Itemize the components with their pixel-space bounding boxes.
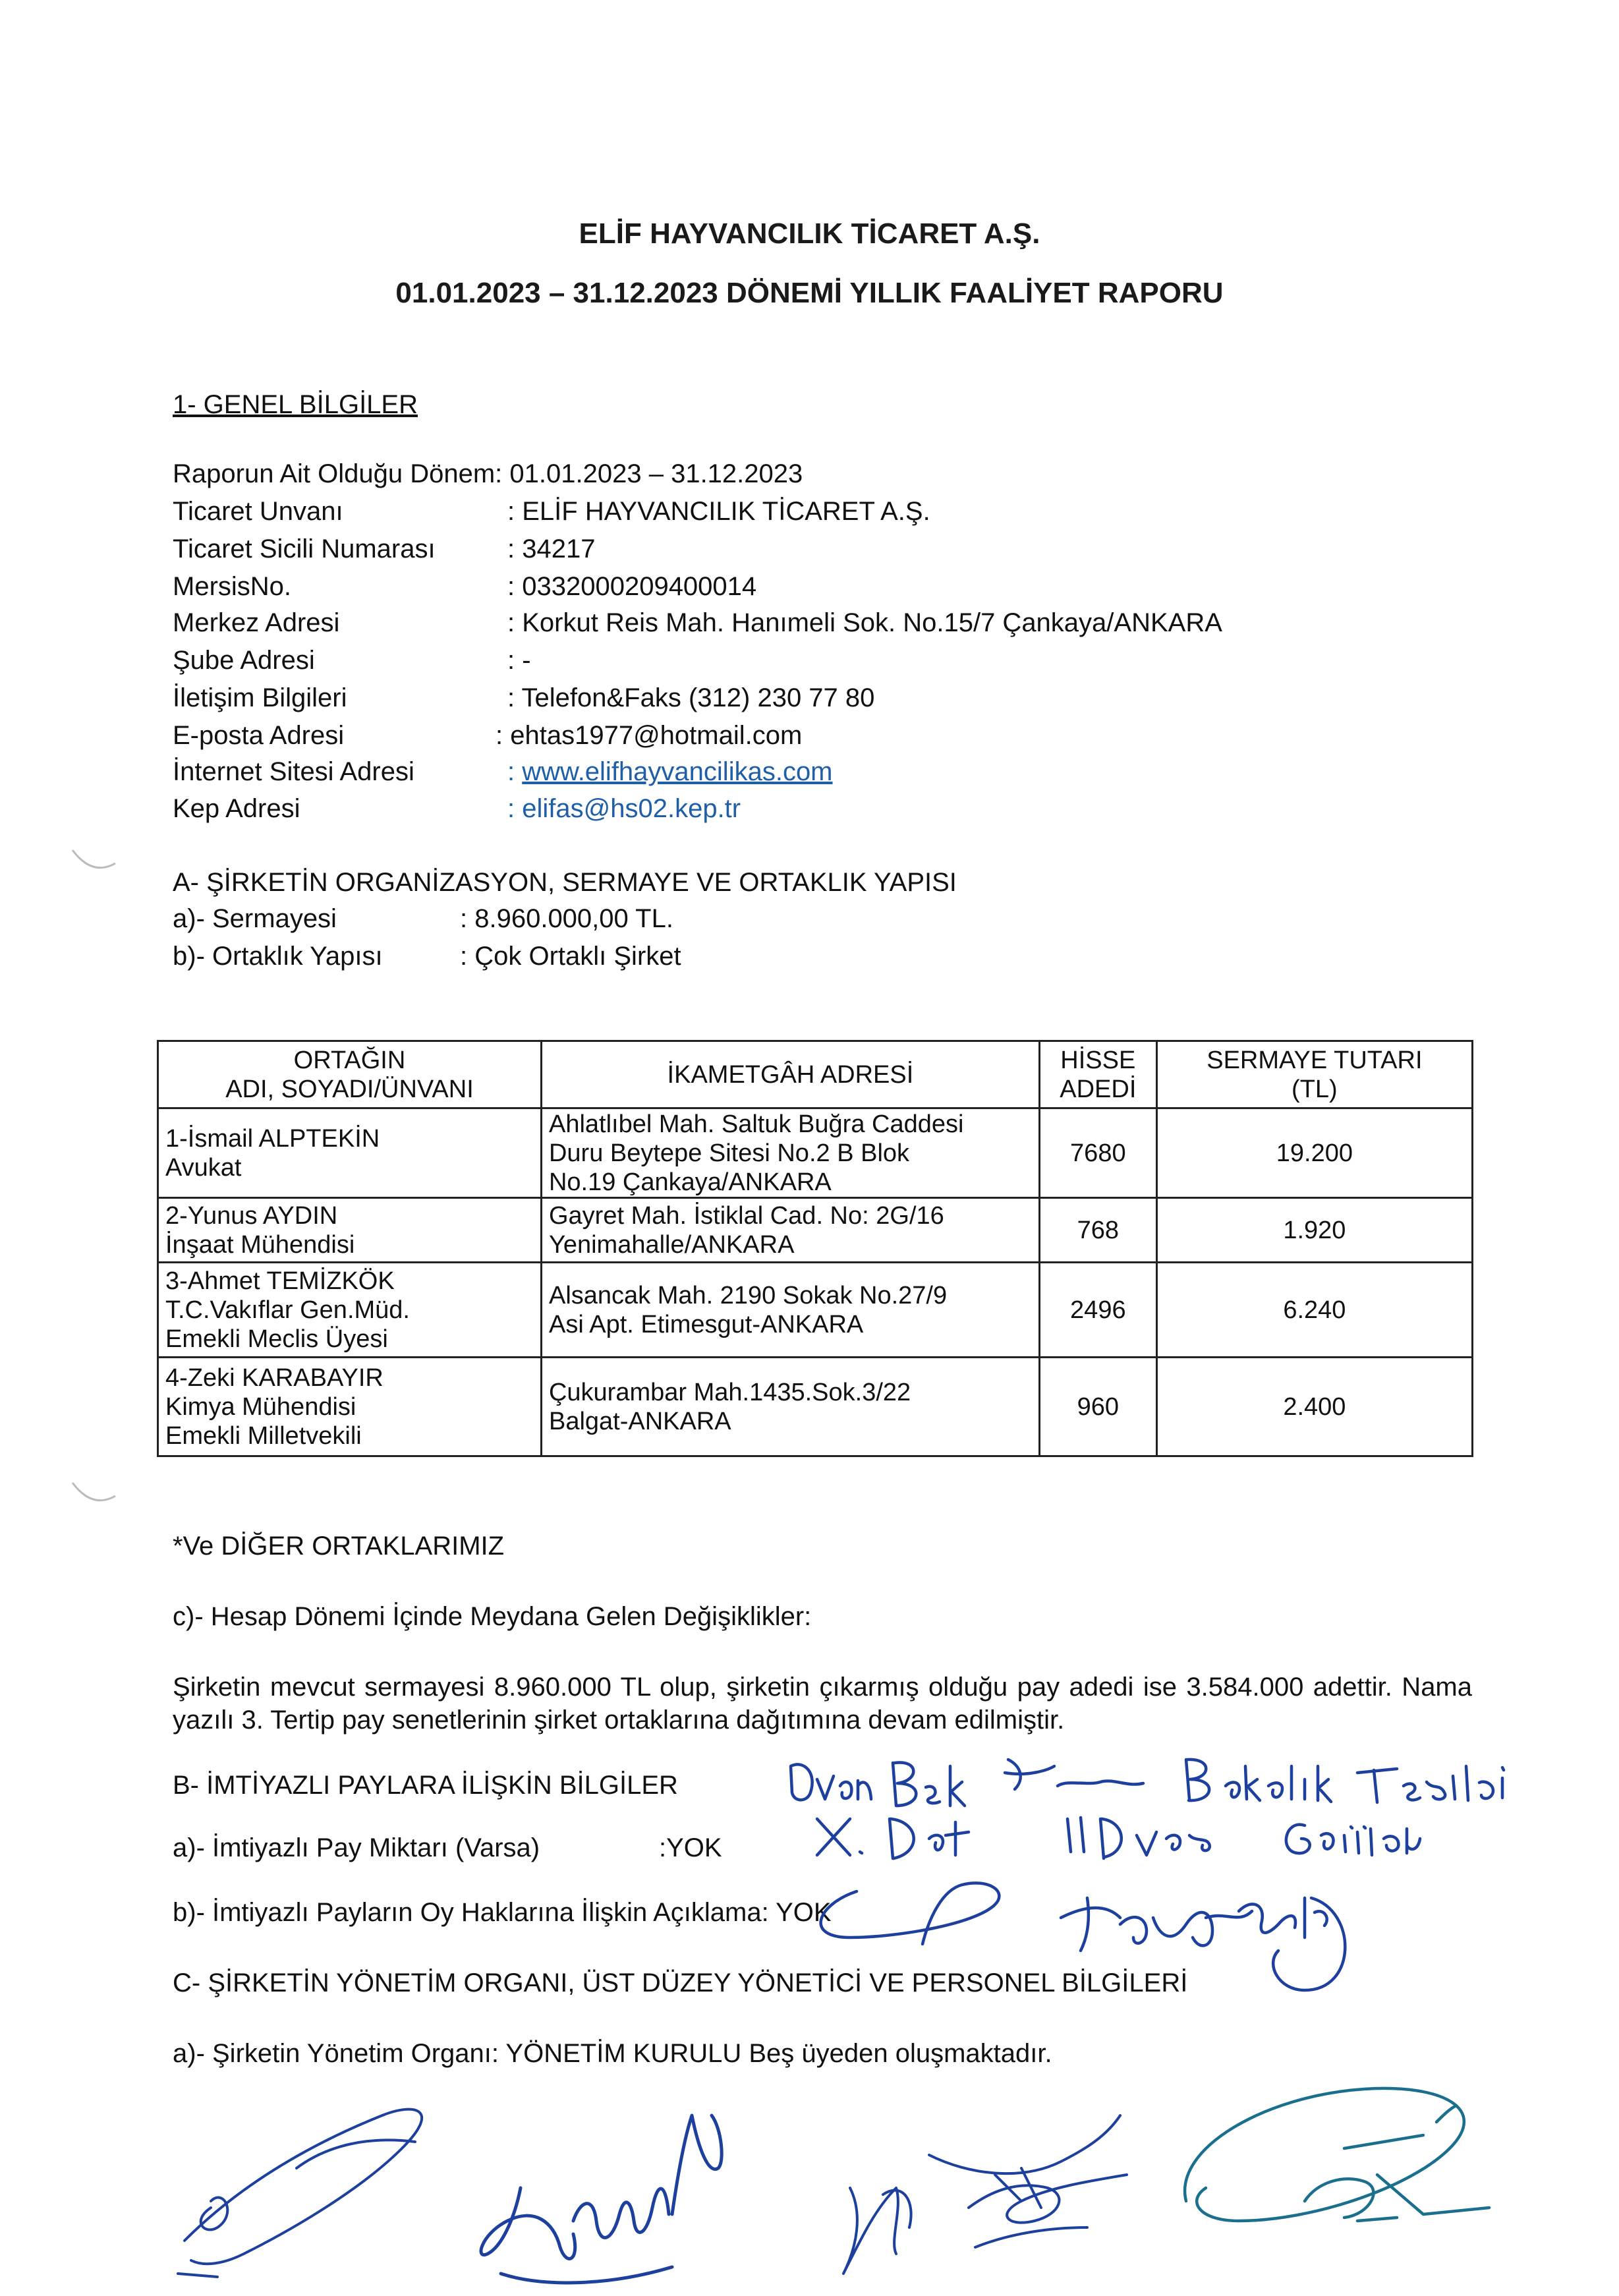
field-label-kep: Kep Adresi bbox=[173, 794, 300, 823]
owner-name-cell: 3-Ahmet TEMİZKÖK T.C.Vakıflar Gen.Müd. Emekli Meclis Üyesi bbox=[158, 1263, 542, 1358]
owners-table bbox=[157, 1040, 1473, 1457]
partnership-label: b)- Ortaklık Yapısı bbox=[173, 942, 383, 971]
kep-address[interactable]: elifas@hs02.kep.tr bbox=[522, 794, 741, 823]
section-general-heading: 1- GENEL BİLGİLER bbox=[173, 390, 418, 419]
field-label-email: E-posta Adresi bbox=[173, 721, 345, 750]
field-value-head-office: : Korkut Reis Mah. Hanımeli Sok. No.15/7 Çankaya/ANKARA bbox=[507, 608, 1222, 637]
report-period-line: Raporun Ait Olduğu Dönem: 01.01.2023 – 31.12.2023 bbox=[173, 459, 803, 488]
capital-value: : 8.960.000,00 TL. bbox=[460, 904, 673, 933]
website-link[interactable]: www.elifhayvancilikas.com bbox=[522, 757, 833, 786]
other-partners-note: *Ve DİĞER ORTAKLARIMIZ bbox=[173, 1532, 505, 1561]
kep-prefix: : bbox=[507, 794, 523, 823]
field-label-trade-name: Ticaret Unvanı bbox=[173, 497, 343, 526]
table-row bbox=[158, 1198, 1473, 1263]
owner-shares-cell: 7680 bbox=[1039, 1108, 1156, 1198]
punch-mark-icon bbox=[66, 1476, 119, 1516]
field-value-mersis-no: : 0332000209400014 bbox=[507, 572, 757, 601]
owner-name-cell: 4-Zeki KARABAYIR Kimya Mühendisi Emekli Milletvekili bbox=[158, 1358, 542, 1456]
section-org-heading: A- ŞİRKETİN ORGANİZASYON, SERMAYE VE ORTAKLIK YAPISI bbox=[173, 868, 957, 897]
capital-label: a)- Sermayesi bbox=[173, 904, 337, 933]
owner-name-cell: 2-Yunus AYDIN İnşaat Mühendisi bbox=[158, 1198, 542, 1263]
field-value-trade-name: : ELİF HAYVANCILIK TİCARET A.Ş. bbox=[507, 497, 930, 526]
signature-3-icon bbox=[824, 2076, 1166, 2293]
owner-address-cell: Alsancak Mah. 2190 Sokak No.27/9 Asi Apt. Etimesgut-ANKARA bbox=[541, 1263, 1039, 1358]
table-row bbox=[158, 1358, 1473, 1456]
management-heading: C- ŞİRKETİN YÖNETİM ORGANI, ÜST DÜZEY YÖNETİCİ VE PERSONEL BİLGİLERİ bbox=[173, 1968, 1188, 1997]
report-title: 01.01.2023 – 31.12.2023 DÖNEMİ YILLIK FAALİYET RAPORU bbox=[395, 277, 1224, 309]
privileged-amount-label: a)- İmtiyazlı Pay Miktarı (Varsa) bbox=[173, 1833, 540, 1862]
field-value-contact: : Telefon&Faks (312) 230 77 80 bbox=[507, 683, 875, 712]
field-label-registry-no: Ticaret Sicili Numarası bbox=[173, 534, 436, 563]
field-label-website: İnternet Sitesi Adresi bbox=[173, 757, 414, 786]
privileged-voting-line: b)- İmtiyazlı Payların Oy Haklarına İlişkin Açıklama: YOK bbox=[173, 1898, 832, 1927]
signature-1-icon bbox=[165, 2089, 468, 2287]
table-row bbox=[158, 1108, 1473, 1198]
owner-amount-cell: 2.400 bbox=[1156, 1358, 1472, 1456]
changes-heading: c)- Hesap Dönemi İçinde Meydana Gelen Değişiklikler: bbox=[173, 1602, 812, 1631]
field-value-email: : ehtas1977@hotmail.com bbox=[496, 721, 803, 750]
handwritten-note-icon bbox=[778, 1740, 1535, 2017]
company-title: ELİF HAYVANCILIK TİCARET A.Ş. bbox=[579, 217, 1040, 250]
website-prefix: : bbox=[507, 757, 523, 786]
col-header-shares: HİSSE ADEDİ bbox=[1039, 1041, 1156, 1108]
field-label-branch: Şube Adresi bbox=[173, 646, 315, 675]
owner-name-cell: 1-İsmail ALPTEKİN Avukat bbox=[158, 1108, 542, 1198]
field-value-registry-no: : 34217 bbox=[507, 534, 596, 563]
field-label-mersis-no: MersisNo. bbox=[173, 572, 292, 601]
owner-amount-cell: 19.200 bbox=[1156, 1108, 1472, 1198]
changes-paragraph: Şirketin mevcut sermayesi 8.960.000 TL olup, şirketin çıkarmış olduğu pay adedi ise 3.584.000 adettir. Nama yazılı 3. Tertip pay senetlerinin şirket ortaklarına dağıtımına devam edilmiştir. bbox=[173, 1673, 1472, 1735]
owner-address-cell: Ahlatlıbel Mah. Saltuk Buğra Caddesi Duru Beytepe Sitesi No.2 B Blok No.19 Çankaya/ANKARA bbox=[541, 1108, 1039, 1198]
partnership-value: : Çok Ortaklı Şirket bbox=[460, 942, 681, 971]
owner-address-cell: Çukurambar Mah.1435.Sok.3/22 Balgat-ANKARA bbox=[541, 1358, 1039, 1456]
punch-mark-icon bbox=[66, 844, 119, 883]
field-value-website bbox=[507, 756, 833, 788]
col-header-amount: SERMAYE TUTARI (TL) bbox=[1156, 1041, 1472, 1108]
signature-2-icon bbox=[461, 2089, 751, 2293]
owner-amount-cell: 1.920 bbox=[1156, 1198, 1472, 1263]
table-row bbox=[158, 1263, 1473, 1358]
privileged-amount-value: :YOK bbox=[659, 1833, 722, 1862]
owner-shares-cell: 960 bbox=[1039, 1358, 1156, 1456]
signature-4-icon bbox=[1147, 2069, 1516, 2280]
col-header-name: ORTAĞIN ADI, SOYADI/ÜNVANI bbox=[158, 1041, 542, 1108]
privileged-shares-heading: B- İMTİYAZLI PAYLARA İLİŞKİN BİLGİLER bbox=[173, 1771, 678, 1800]
owner-shares-cell: 2496 bbox=[1039, 1263, 1156, 1358]
field-value-branch: : - bbox=[507, 646, 531, 675]
field-value-kep bbox=[507, 793, 741, 824]
owner-shares-cell: 768 bbox=[1039, 1198, 1156, 1263]
field-label-contact: İletişim Bilgileri bbox=[173, 683, 347, 712]
board-line: a)- Şirketin Yönetim Organı: YÖNETİM KURULU Beş üyeden oluşmaktadır. bbox=[173, 2039, 1052, 2068]
owner-amount-cell: 6.240 bbox=[1156, 1263, 1472, 1358]
table-header-row bbox=[158, 1041, 1473, 1108]
owner-address-cell: Gayret Mah. İstiklal Cad. No: 2G/16 Yenimahalle/ANKARA bbox=[541, 1198, 1039, 1263]
col-header-address: İKAMETGÂH ADRESİ bbox=[541, 1041, 1039, 1108]
field-label-head-office: Merkez Adresi bbox=[173, 608, 340, 637]
